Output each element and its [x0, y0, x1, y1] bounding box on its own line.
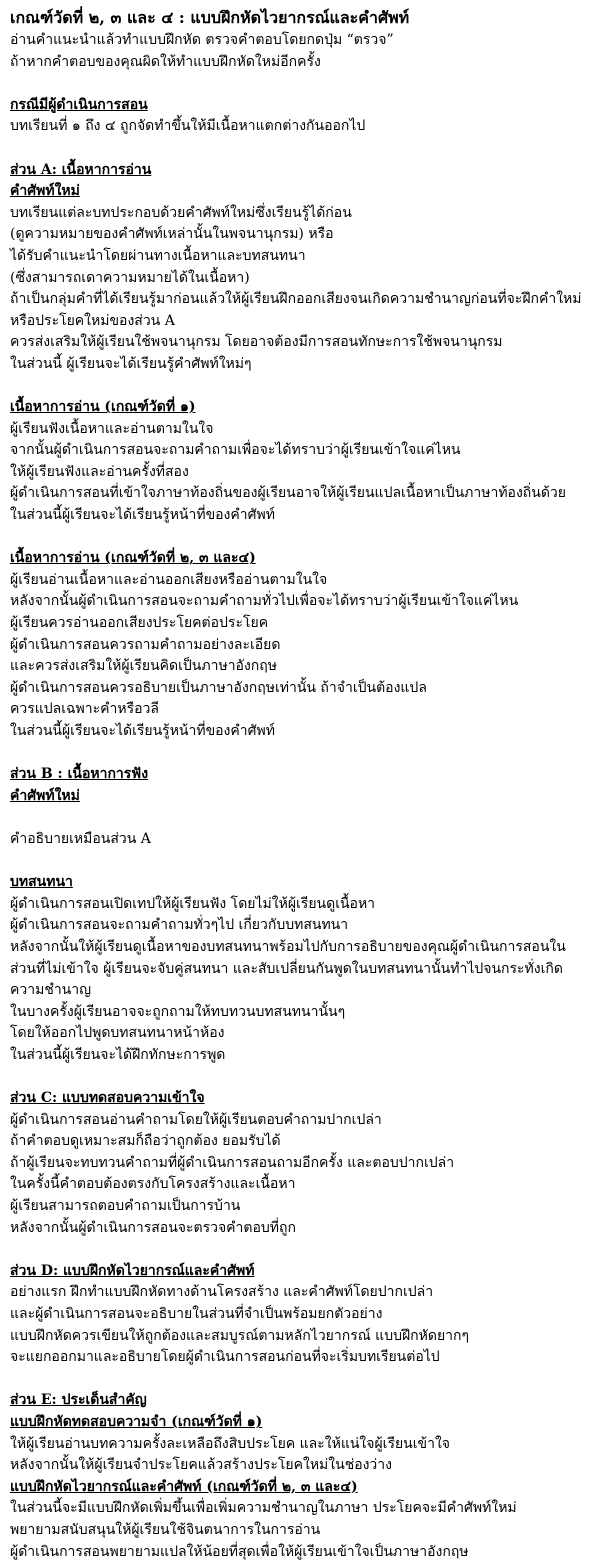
content-body: [10, 73, 591, 1563]
section-heading: เนื้อหาการอ่าน (เกณฑ์วัดที่ ๒, ๓ และ๔): [10, 550, 256, 567]
paragraph-line: พยายามสนับสนุนให้ผู้เรียนใช้จินตนาการในการอ่าน: [10, 1521, 321, 1538]
spacer: [10, 807, 591, 829]
paragraph-line: ในบางครั้งผู้เรียนอาจจะถูกถามให้ทบทวนบทสนทนานั้นๆ: [10, 1003, 346, 1020]
paragraph-line: ในส่วนนี้ผู้เรียนจะได้เรียนรู้หน้าที่ของคำศัพท์: [10, 723, 275, 739]
paragraph-line: (ดูความหมายของคำศัพท์เหล่านั้นในพจนานุกรม) หรือ: [10, 226, 334, 243]
paragraph-line: หลังจากนั้นให้ผู้เรียนจำประโยคแล้วสร้างประโยคใหม่ในช่องว่าง: [10, 1457, 392, 1474]
paragraph-line: ได้รับคำแนะนำโดยผ่านทางเนื้อหาและบทสนทนา: [10, 247, 306, 264]
paragraph-line: หลังจากนั้นผู้ดำเนินการสอนจะตรวจคำตอบที่ถูก: [10, 1219, 296, 1236]
paragraph-line: หลังจากนั้นให้ผู้เรียนดูเนื้อหาของบทสนทนาพร้อมไปกับการอธิบายของคุณผู้ดำเนินการสอนในส่วนที่ไม่เข้าใจ ผู้เรียนจะจับคู่สนทนา และสับเปลี่ยนกันพูดในบทสนทนานั้นทำไปจนกระทั่งเกิดความชำนาญ: [10, 938, 566, 999]
spacer: [10, 376, 591, 398]
paragraph-line: ให้ผู้เรียนฟังและอ่านครั้งที่สอง: [10, 463, 189, 480]
paragraph-line: บทเรียนแต่ละบทประกอบด้วยคำศัพท์ใหม่ซึ่งเรียนรู้ได้ก่อน: [10, 204, 352, 221]
section-heading: ส่วน B : เนื้อหาการฟัง: [10, 766, 149, 783]
section-heading: ส่วน E: ประเด็นสำคัญ: [10, 1392, 147, 1409]
paragraph-line: บทเรียนที่ ๑ ถึง ๔ ถูกจัดทำขึ้นให้มีเนื้อหาแตกต่างกันออกไป: [10, 118, 366, 135]
paragraph-line: ผู้เรียนสามารถตอบคำถามเป็นการบ้าน: [10, 1198, 241, 1215]
paragraph-line: ในส่วนนี้ผู้เรียนจะได้ฝึกทักษะการพูด: [10, 1046, 226, 1063]
spacer: [10, 138, 591, 160]
paragraph-line: จะแยกออกมาและอธิบายโดยผู้ดำเนินการสอนก่อนที่จะเริ่มบทเรียนต่อไป: [10, 1349, 440, 1366]
paragraph-line: อย่างแรก ฝึกทำแบบฝึกหัดทางด้านโครงสร้าง และคำศัพท์โดยปากเปล่า: [10, 1284, 434, 1301]
paragraph-line: ในส่วนนี้จะมีแบบฝึกหัดเพิ่มขึ้นเพื่อเพิ่มความชำนาญในภาษา ประโยคจะมีคำศัพท์ใหม่: [10, 1500, 517, 1517]
paragraph-line: ผู้ดำเนินการสอนควรถามคำถามอย่างละเอียด: [10, 636, 281, 653]
spacer: [10, 1067, 591, 1089]
intro-line: ถ้าหากคำตอบของคุณผิดให้ทำแบบฝึกหัดใหม่อีกครั้ง: [10, 53, 321, 70]
page-title: เกณฑ์วัดที่ ๒, ๓ และ ๔ : แบบฝึกหัดไวยากรณ์และคำศัพท์: [10, 8, 410, 27]
paragraph-line: (ซึ่งสามารถเดาความหมายได้ในเนื้อหา): [10, 269, 250, 286]
paragraph-line: และผู้ดำเนินการสอนจะอธิบายในส่วนที่จำเป็นพร้อมยกตัวอย่าง: [10, 1306, 383, 1323]
paragraph-line: ผู้ดำเนินการสอนจะถามคำถามทั่วๆไป เกี่ยวกับบทสนทนา: [10, 917, 349, 934]
section-heading: ส่วน D: แบบฝึกหัดไวยากรณ์และคำศัพท์: [10, 1262, 255, 1279]
spacer: [10, 743, 591, 765]
spacer: [10, 73, 591, 95]
paragraph-line: ถ้าผู้เรียนจะทบทวนคำถามที่ผู้ดำเนินการสอนถามอีกครั้ง และตอบปากเปล่า: [10, 1154, 455, 1171]
paragraph-line: ผู้ดำเนินการสอนอ่านคำถามโดยให้ผู้เรียนตอบคำถามปากเปล่า: [10, 1111, 382, 1128]
section-heading: บทสนทนา: [10, 874, 73, 891]
paragraph-line: ถ้าคำตอบดูเหมาะสมก็ถือว่าถูกต้อง ยอมรับได้: [10, 1133, 281, 1150]
paragraph-line: ในส่วนนี้ผู้เรียนจะได้เรียนรู้หน้าที่ของคำศัพท์: [10, 507, 275, 524]
paragraph-line: ควรส่งเสริมให้ผู้เรียนใช้พจนานุกรม โดยอาจต้องมีการสอนทักษะการใช้พจนานุกรม: [10, 334, 503, 351]
paragraph-line: ผู้ดำเนินการสอนพยายามแปลให้น้อยที่สุดเพื่อให้ผู้เรียนเข้าใจเป็นภาษาอังกฤษ: [10, 1543, 469, 1560]
paragraph-line: ควรแปลเฉพาะคำหรือวลี: [10, 701, 159, 718]
paragraph-line: แบบฝึกหัดควรเขียนให้ถูกต้องและสมบูรณ์ตามหลักไวยากรณ์ แบบฝึกหัดยากๆ: [10, 1327, 470, 1344]
paragraph-line: จากนั้นผู้ดำเนินการสอนจะถามคำถามเพื่อจะได้ทราบว่าผู้เรียนเข้าใจแค่ไหน: [10, 442, 461, 459]
section-heading: แบบฝึกหัดทดสอบความจำ (เกณฑ์วัดที่ ๑): [10, 1414, 263, 1430]
section-heading: คำศัพท์ใหม่: [10, 183, 80, 200]
section-heading: แบบฝึกหัดไวยากรณ์และคำศัพท์ (เกณฑ์วัดที่ ๒, ๓ และ๔): [10, 1478, 358, 1495]
paragraph-line: ผู้เรียนควรอ่านออกเสียงประโยคต่อประโยค: [10, 615, 269, 632]
paragraph-line: ให้ผู้เรียนอ่านบทความครั้งละเหลือถึงสิบประโยค และให้แน่ใจผู้เรียนเข้าใจ: [10, 1435, 451, 1452]
section-heading: กรณีมีผู้ดำเนินการสอน: [10, 96, 148, 113]
paragraph-line: หลังจากนั้นผู้ดำเนินการสอนจะถามคำถามทั่วไปเพื่อจะได้ทราบว่าผู้เรียนเข้าใจแค่ไหน: [10, 593, 519, 610]
paragraph-line: ผู้เรียนอ่านเนื้อหาและอ่านออกเสียงหรืออ่านตามในใจ: [10, 571, 328, 588]
section-heading: คำศัพท์ใหม่: [10, 787, 80, 804]
paragraph-line: ผู้ดำเนินการสอนควรอธิบายเป็นภาษาอังกฤษเท่านั้น ถ้าจำเป็นต้องแปล: [10, 679, 427, 696]
spacer: [10, 851, 591, 873]
section-heading: ส่วน C: แบบทดสอบความเข้าใจ: [10, 1090, 205, 1107]
paragraph-line: ผู้ดำเนินการสอนที่เข้าใจภาษาท้องถิ่นของผู้เรียนอาจให้ผู้เรียนแปลเนื้อหาเป็นภาษาท้องถิ่นด้วย: [10, 485, 567, 502]
spacer: [10, 527, 591, 549]
paragraph-line: ในส่วนนี้ ผู้เรียนจะได้เรียนรู้คำศัพท์ใหม่ๆ: [10, 355, 252, 372]
paragraph-line: ผู้ดำเนินการสอนเปิดเทปให้ผู้เรียนฟัง โดยไม่ให้ผู้เรียนดูเนื้อหา: [10, 895, 376, 912]
paragraph-line: และควรส่งเสริมให้ผู้เรียนคิดเป็นภาษาอังกฤษ: [10, 658, 277, 675]
intro-line: อ่านคำแนะนำแล้วทำแบบฝึกหัด ตรวจคำตอบโดยกดปุ่ม “ตรวจ”: [10, 32, 394, 48]
section-heading: ส่วน A: เนื้อหาการอ่าน: [10, 161, 152, 178]
paragraph-line: คำอธิบายเหมือนส่วน A: [10, 830, 151, 847]
spacer: [10, 1239, 591, 1261]
paragraph-line: ถ้าเป็นกลุ่มคำที่ได้เรียนรู้มาก่อนแล้วให้ผู้เรียนฝึกออกเสียงจนเกิดความชำนาญก่อนที่จะฝึกคำใหม่หรือประโยคใหม่ของส่วน A: [10, 291, 582, 329]
paragraph-line: ผู้เรียนฟังเนื้อหาและอ่านตามในใจ: [10, 420, 214, 437]
spacer: [10, 1369, 591, 1391]
section-heading: เนื้อหาการอ่าน (เกณฑ์วัดที่ ๑): [10, 399, 196, 416]
paragraph-line: ในครั้งนี้คำตอบต้องตรงกับโครงสร้างและเนื้อหา: [10, 1176, 296, 1193]
paragraph-line: โดยให้ออกไปพูดบทสนทนาหน้าห้อง: [10, 1025, 225, 1042]
